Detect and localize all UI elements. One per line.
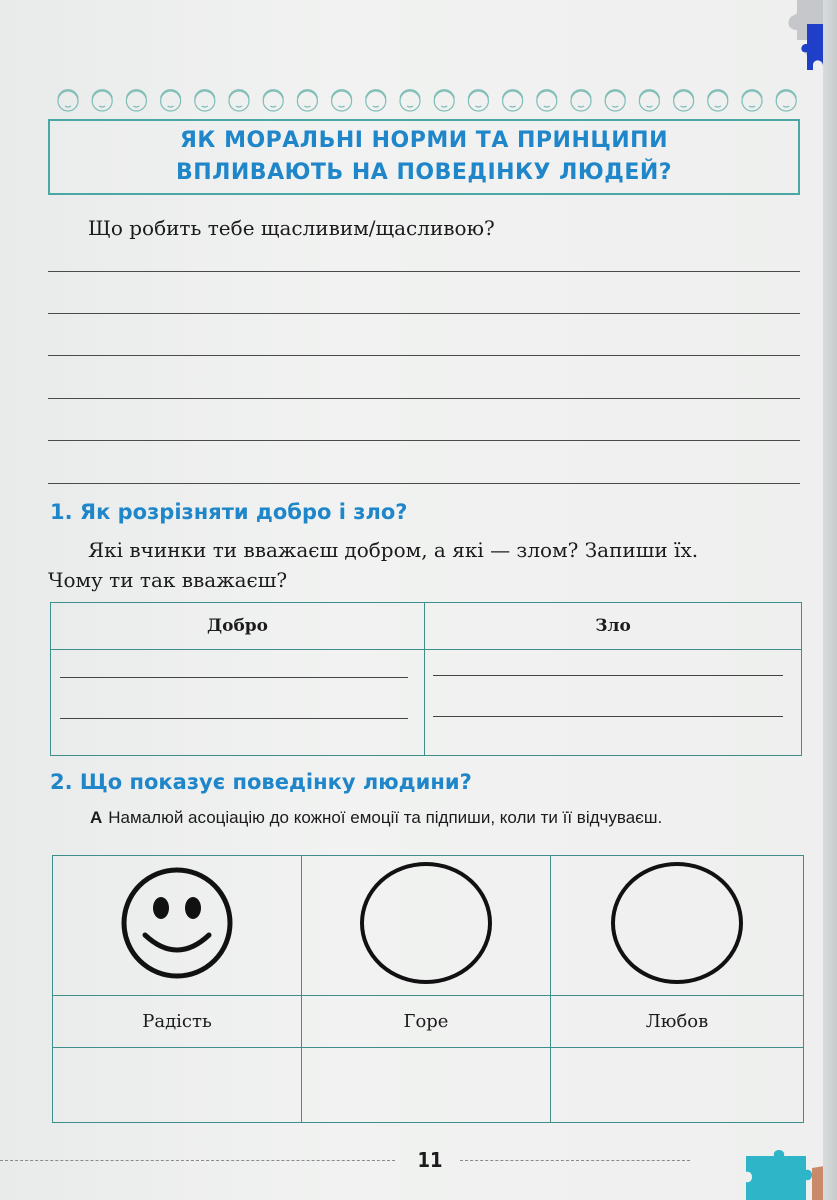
face-drawing-icon (434, 90, 454, 111)
answer-line[interactable] (48, 440, 800, 441)
good-answer-line[interactable] (60, 718, 408, 719)
emotion-label-love: Любов (551, 996, 804, 1048)
face-drawing-icon (297, 90, 317, 111)
empty-circle-icon (609, 860, 745, 986)
answer-line[interactable] (48, 398, 800, 399)
good-column-header: Добро (51, 603, 425, 650)
answer-line[interactable] (48, 483, 800, 484)
face-drawing-icon (229, 90, 249, 111)
page-title-line-1: ЯК МОРАЛЬНІ НОРМИ ТА ПРИНЦИПИ (179, 128, 669, 153)
answer-line[interactable] (48, 355, 800, 356)
evil-answer-line[interactable] (433, 675, 783, 676)
emotions-table (52, 855, 804, 1123)
face-drawing-icon (263, 90, 283, 111)
page-number: 11 (417, 1148, 443, 1172)
answer-line[interactable] (48, 313, 800, 314)
emotion-label-grief: Горе (302, 996, 551, 1048)
section-1-prompt-line-1: Які вчинки ти вважаєш добром, а які — злом? Запиши їх. (88, 538, 699, 562)
section-2-heading: 2. Що показує поведінку людини? (50, 770, 472, 794)
face-drawing-icon (400, 90, 420, 111)
evil-column-header: Зло (425, 603, 802, 650)
section-2-instruction (90, 808, 662, 828)
smiley-face-icon (117, 863, 237, 983)
answer-line[interactable] (48, 271, 800, 272)
emotion-caption-cell[interactable] (53, 1048, 302, 1123)
face-drawing-icon (742, 90, 762, 111)
face-drawing-icon (708, 90, 728, 111)
instruction-text: Намалюй асоціацію до кожної емоції та підпиши, коли ти її відчуваєш. (108, 808, 663, 827)
face-drawing-icon (571, 90, 591, 111)
empty-circle-icon (358, 860, 494, 986)
face-drawing-icon (366, 90, 386, 111)
face-drawing-icon (503, 90, 523, 111)
face-drawing-icon (674, 90, 694, 111)
section-1-prompt (48, 535, 808, 595)
face-drawing-icon (195, 90, 215, 111)
face-drawing-icon (537, 90, 557, 111)
emotion-drawing-cell[interactable] (302, 856, 551, 996)
face-drawing-icon (468, 90, 488, 111)
face-drawing-icon (58, 90, 78, 111)
faces-strip-icon (50, 84, 800, 118)
section-1-heading: 1. Як розрізняти добро і зло? (50, 500, 408, 524)
good-answer-line[interactable] (60, 677, 408, 678)
page-title-box (48, 119, 800, 195)
face-drawing-icon (639, 90, 659, 111)
emotion-drawing-cell[interactable] (53, 856, 302, 996)
good-answer-cell[interactable] (51, 650, 425, 756)
instruction-letter: А (90, 808, 103, 827)
face-drawing-icon (161, 90, 181, 111)
face-drawing-icon (332, 90, 352, 111)
evil-answer-line[interactable] (433, 716, 783, 717)
emotion-caption-cell[interactable] (551, 1048, 804, 1123)
evil-answer-cell[interactable] (425, 650, 802, 756)
emotion-caption-cell[interactable] (302, 1048, 551, 1123)
intro-question: Що робить тебе щасливим/щасливою? (88, 216, 495, 240)
section-1-prompt-line-2: Чому ти так вважаєш? (48, 568, 288, 592)
page-title-line-2: ВПЛИВАЮТЬ НА ПОВЕДІНКУ ЛЮДЕЙ? (175, 160, 673, 185)
face-drawing-icon (126, 90, 146, 111)
face-drawing-icon (776, 90, 796, 111)
emotion-drawing-cell[interactable] (551, 856, 804, 996)
face-drawing-icon (605, 90, 625, 111)
face-drawing-icon (92, 90, 112, 111)
good-evil-table (50, 602, 802, 756)
emotion-label-joy: Радість (53, 996, 302, 1048)
footer-divider (0, 1160, 395, 1161)
page-edge (823, 0, 837, 1200)
footer-divider (460, 1160, 690, 1161)
